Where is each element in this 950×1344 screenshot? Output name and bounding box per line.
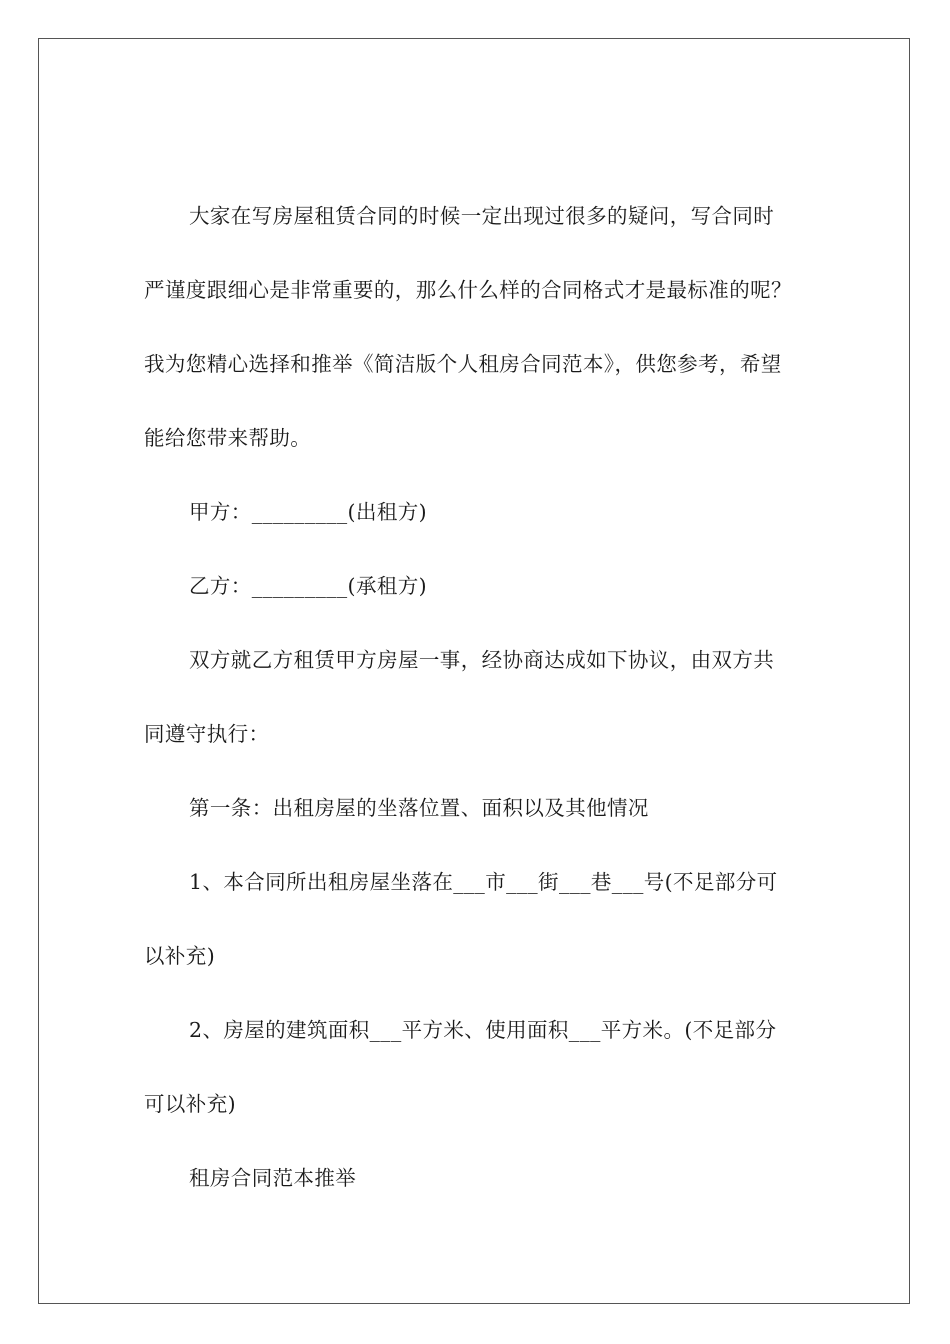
clause-1: 1、本合同所出租房屋坐落在___市___街___巷___号(不足部分可以补充) bbox=[144, 870, 778, 968]
article-one-heading: 第一条：出租房屋的坐落位置、面积以及其他情况 bbox=[189, 796, 649, 820]
party-a-line: 甲方：_________(出租方) bbox=[189, 500, 428, 524]
recommendation-line: 租房合同范本推举 bbox=[189, 1166, 357, 1190]
intro-paragraph: 大家在写房屋租赁合同的时候一定出现过很多的疑问，写合同时严谨度跟细心是非常重要的，那么什么样的合同格式才是最标准的呢？我为您精心选择和推举《简洁版个人租房合同范本》，供您参考，希望能给您带来帮助。 bbox=[144, 204, 792, 450]
agreement-paragraph: 双方就乙方租赁甲方房屋一事，经协商达成如下协议，由双方共同遵守执行： bbox=[144, 648, 775, 746]
party-b-line: 乙方：_________(承租方) bbox=[189, 574, 428, 598]
clause-2: 2、房屋的建筑面积___平方米、使用面积___平方米。(不足部分可以补充) bbox=[144, 1018, 777, 1116]
document-body bbox=[144, 205, 794, 1215]
